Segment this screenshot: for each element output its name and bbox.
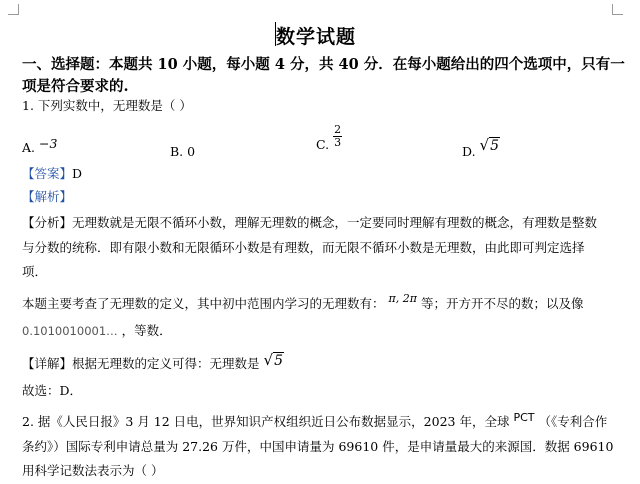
note-text-end: ，等数． [121, 323, 172, 338]
section-heading [22, 54, 625, 98]
note-text-post: 等；开方开不尽的数；以及像 [420, 296, 584, 311]
q2-text-post: （《专利合作 [538, 414, 608, 429]
q1-answer [22, 165, 82, 183]
q1-option-a-label: A. [22, 140, 36, 155]
section-heading-line-2: 项是符合要求的. [22, 78, 129, 95]
answer-value: D [72, 166, 83, 181]
note-line-1 [22, 292, 584, 314]
q1-option-a [22, 136, 58, 155]
section-heading-line-1: 一、选择题：本题共 10 小题，每小题 4 分，共 40 分．在每小题给出的四个选项中，只有一 [22, 56, 625, 73]
fenxi-line-1 [22, 214, 597, 232]
conclusion: 故选：D． [22, 383, 83, 398]
answer-label: 【答案】 [22, 166, 73, 181]
q1-option-d-label: D. [462, 144, 476, 159]
q1-option-c-numerator: 2 [334, 123, 342, 136]
page-title: 数学试题 [276, 26, 357, 48]
fenxi-text-1: 无理数就是无限不循环小数，理解无理数的概念，一定要同时理解有理数的概念，有理数是整数 [72, 215, 598, 230]
note-text-pre: 本题主要考查了无理数的定义，其中初中范围内学习的无理数有： [22, 296, 385, 311]
q1-option-b-value: 0 [187, 144, 196, 159]
q2-line-1 [22, 413, 607, 432]
q1-option-b [170, 144, 195, 159]
q1-option-d-radicand: 5 [490, 138, 500, 154]
q2-text-pre: 2. 据《人民日报》3 月 12 日电，世界知识产权组织近日公布数据显示，2023 年，全球 [22, 414, 510, 429]
note-pi-expression: π, 2π [388, 292, 417, 305]
q2-line-2: 条约》）国际专利申请总量为 27.26 万件，中国申请量为 69610 件，是申请量最大的来源国．数据 69610 [22, 439, 614, 454]
q2-line-3: 用科学记数法表示为（ ） [22, 463, 164, 478]
q1-option-c-fraction [333, 124, 342, 149]
q1-option-b-label: B. [170, 144, 184, 159]
analysis-label: 【解析】 [22, 189, 73, 204]
q2-pct: PCT [513, 411, 535, 424]
detail-radicand: 5 [274, 353, 283, 369]
detail-label: 【详解】 [22, 356, 73, 371]
detail-text: 根据无理数的定义可得：无理数是 [72, 356, 260, 371]
q1-option-c-denominator: 3 [334, 136, 342, 149]
fenxi-label: 【分析】 [22, 215, 73, 230]
q1-option-a-value: −3 [39, 136, 58, 151]
page-corner-mark-left [8, 4, 19, 15]
q1-stem: 1. 下列实数中，无理数是（ ） [22, 98, 192, 113]
q1-option-d [462, 136, 500, 159]
note-decimal: 0.1010010001… [22, 324, 118, 338]
fenxi-line-3: 项． [22, 264, 48, 279]
detail-sqrt: √5 [263, 351, 283, 369]
q1-option-c-label: C. [316, 137, 330, 152]
note-line-2 [22, 322, 172, 340]
q1-option-d-sqrt: √5 [479, 136, 500, 154]
q1-option-c [316, 123, 342, 152]
detail-line [22, 351, 284, 373]
fenxi-line-2: 与分数的统称．即有限小数和无限循环小数是有理数，而无限不循环小数是无理数，由此即可判定选择 [22, 240, 585, 255]
page-corner-mark-right [612, 4, 623, 15]
